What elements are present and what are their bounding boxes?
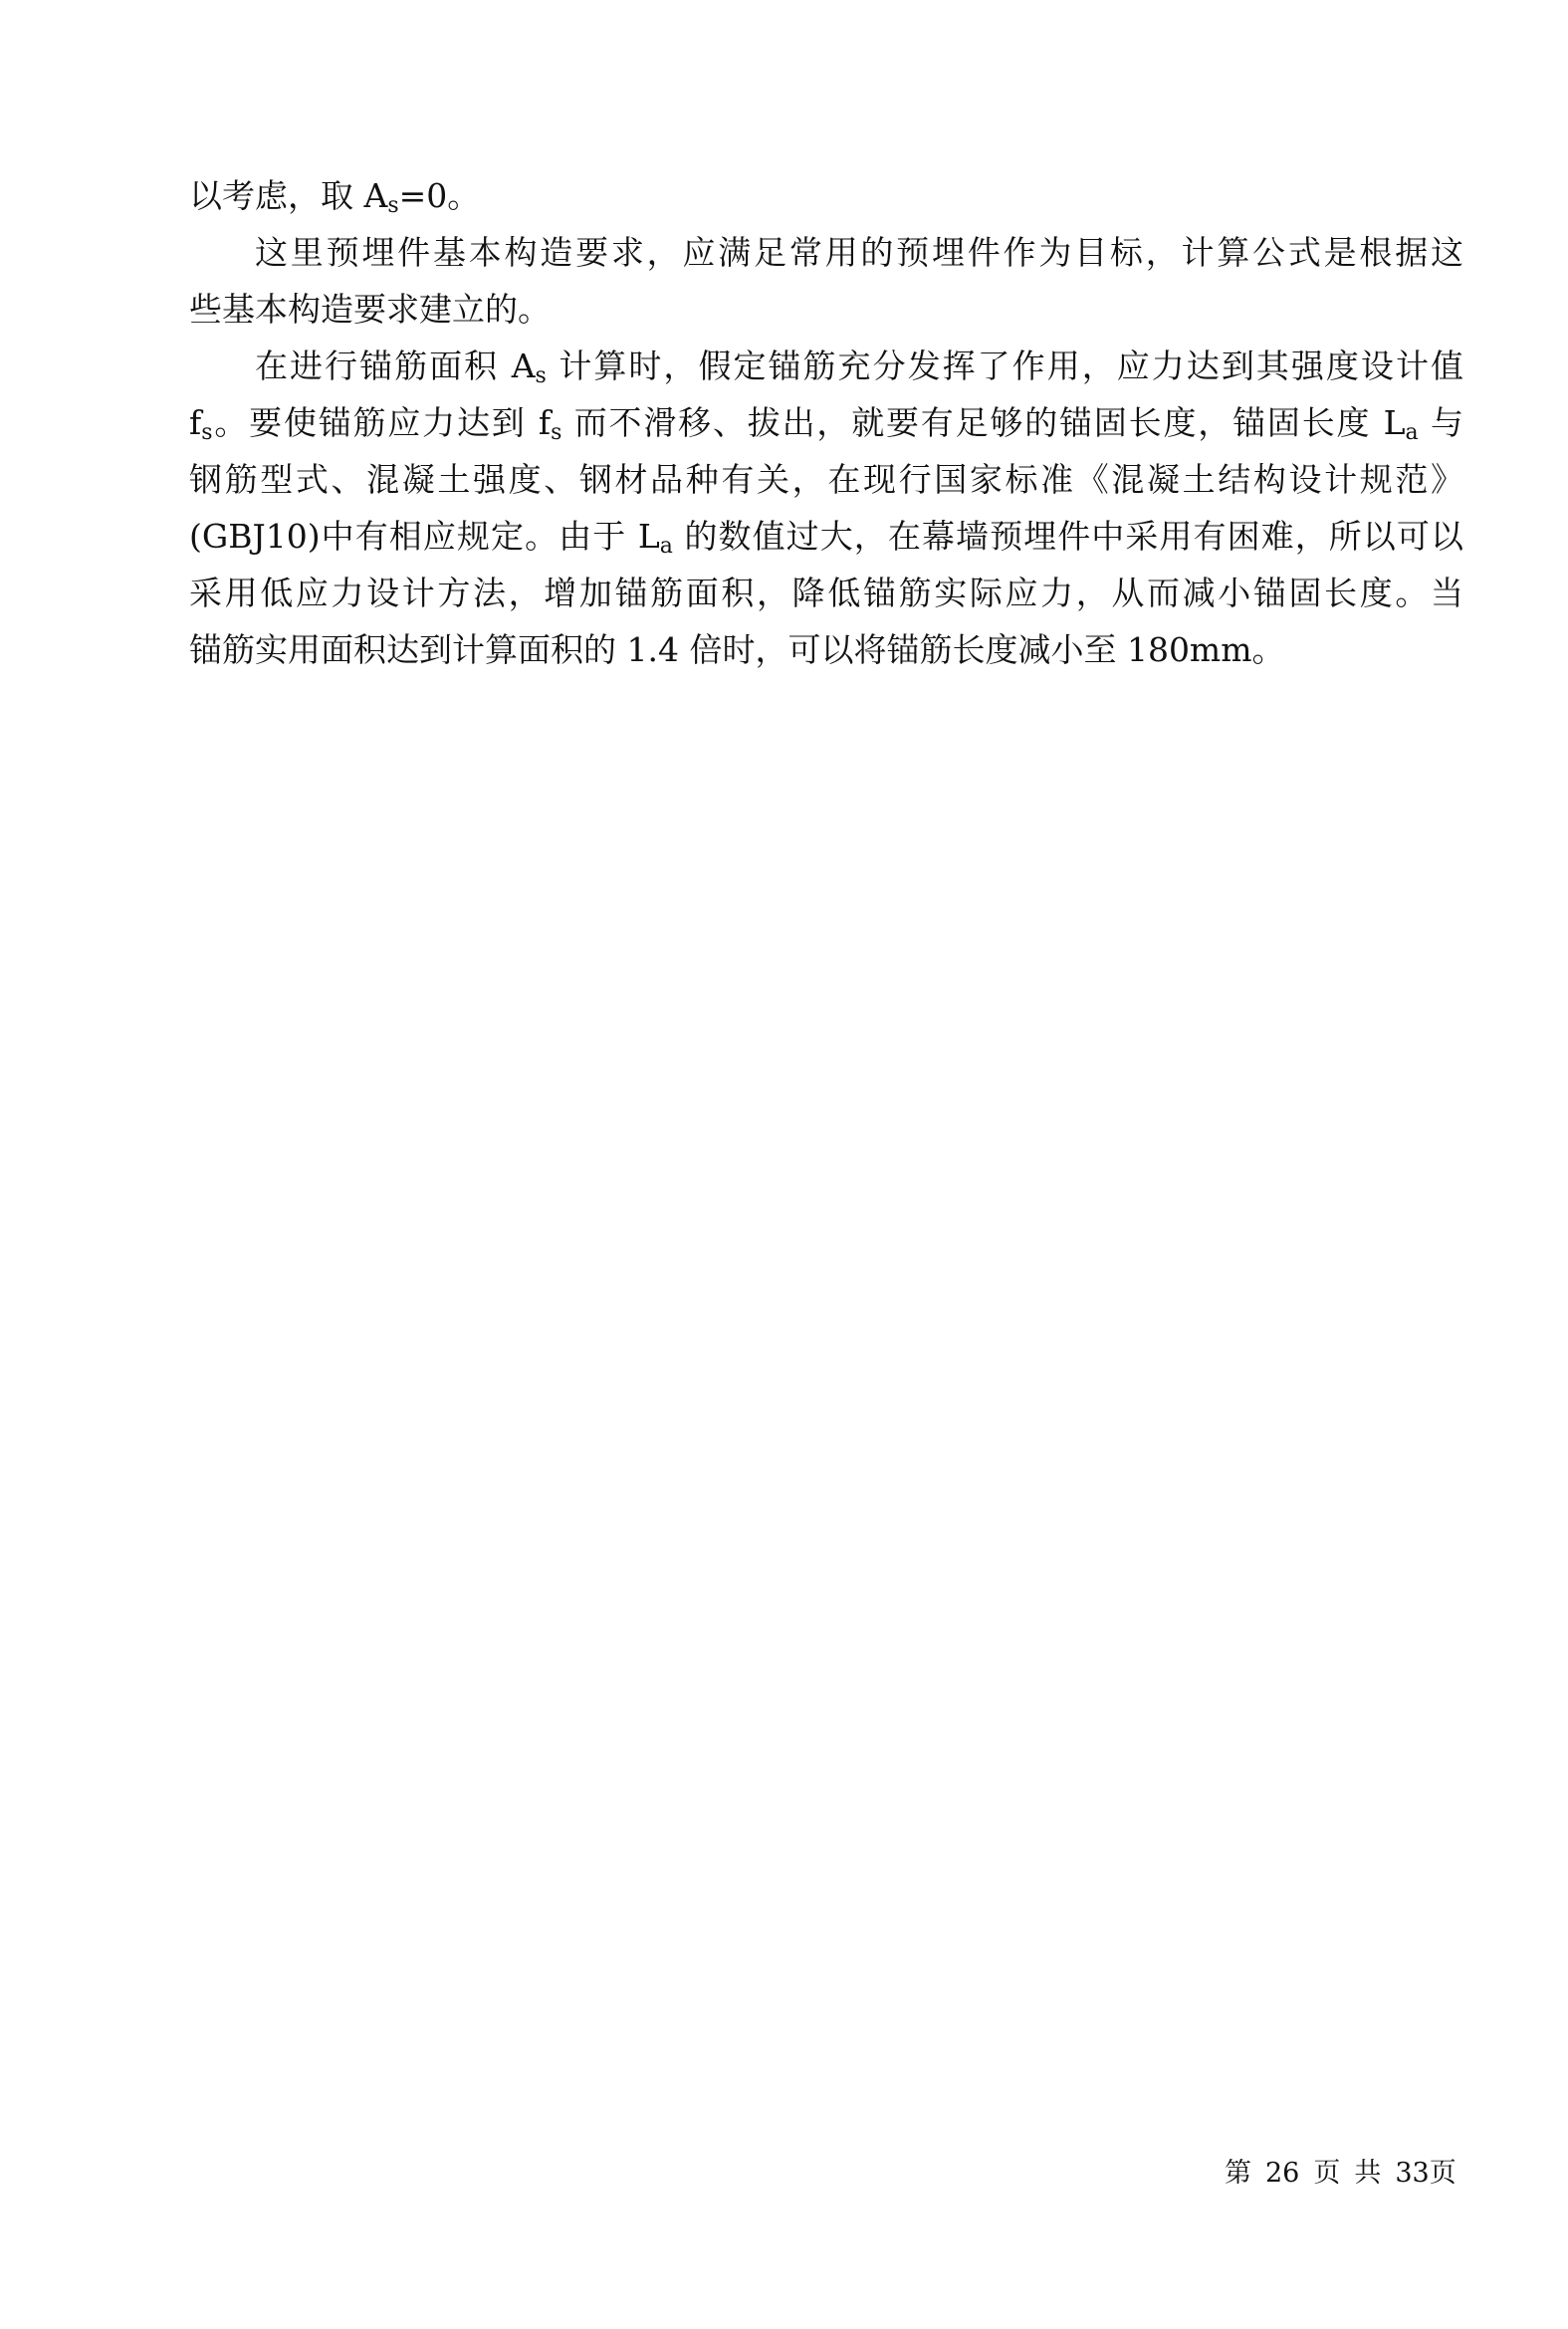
text-run: 锚筋实用面积达到计算面积的 1.4 倍时，可以将锚筋长度减小至 180mm。 — [189, 630, 1285, 669]
text-run: 而不滑移、拔出，就要有足够的锚固长度，锚固长度 L — [561, 403, 1406, 442]
total-prefix: 共 — [1354, 2158, 1382, 2189]
text-run: 计算时，假定锚筋充分发挥了作用，应力达到其强度设计值 — [546, 347, 1463, 385]
text-run: 采用低应力设计方法，增加锚筋面积，降低锚筋实际应力，从而减小锚固长度。当 — [189, 574, 1463, 612]
text-run: (GBJ10)中有相应规定。由于 L — [189, 517, 660, 556]
text-run: 的数值过大，在幕墙预埋件中采用有困难，所以可以 — [672, 517, 1463, 556]
subscript: s — [201, 420, 213, 445]
text-run: 些基本构造要求建立的。 — [189, 290, 551, 329]
text-run: 。要使锚筋应力达到 f — [212, 403, 552, 442]
subscript: s — [387, 193, 399, 218]
text-run: 这里预埋件基本构造要求，应满足常用的预埋件作为目标，计算公式是根据这 — [255, 233, 1463, 272]
text-run: 钢筋型式、混凝土强度、钢材品种有关，在现行国家标准《混凝土结构设计规范》 — [189, 460, 1463, 499]
page-footer — [1225, 2157, 1456, 2191]
text-run: 以考虑，取 A — [189, 176, 388, 215]
text-run: f — [189, 403, 202, 442]
subscript: s — [551, 420, 562, 445]
total-pages: 33页 — [1395, 2158, 1456, 2189]
document-body — [189, 167, 1463, 678]
text-line-9 — [189, 621, 1463, 678]
subscript: a — [1405, 420, 1419, 445]
text-line-3 — [189, 281, 1463, 338]
text-line-6 — [189, 451, 1463, 508]
page-prefix: 第 — [1225, 2158, 1251, 2189]
text-line-1 — [189, 167, 1463, 224]
text-line-4 — [189, 338, 1463, 394]
text-line-5 — [189, 394, 1463, 451]
text-run: 与 — [1418, 403, 1463, 442]
text-line-7 — [189, 508, 1463, 565]
page-number: 26 — [1265, 2158, 1300, 2189]
text-run: =0。 — [398, 176, 481, 215]
subscript: a — [659, 534, 673, 559]
subscript: s — [535, 363, 547, 388]
text-run: 在进行锚筋面积 A — [255, 347, 536, 385]
text-line-8 — [189, 565, 1463, 621]
page-label: 页 — [1313, 2158, 1341, 2189]
text-line-2 — [189, 224, 1463, 281]
